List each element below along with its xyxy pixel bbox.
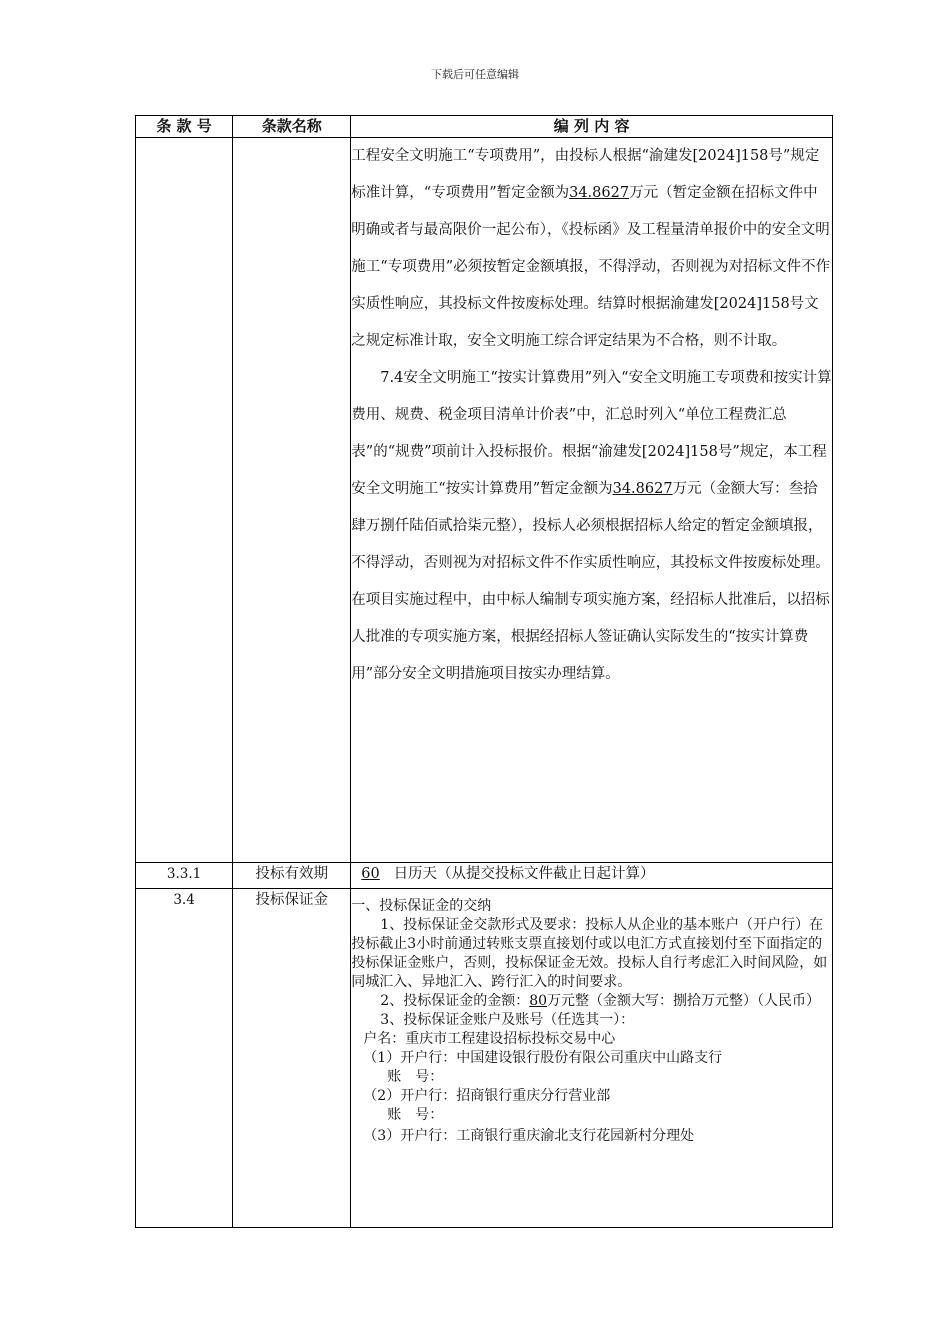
bid-bond-item-3: 3、投标保证金账户及账号（任选其一）：	[380, 1012, 635, 1028]
amount-special-fee: 34.8627	[569, 185, 630, 201]
bank-2-account: 账 号：	[387, 1107, 444, 1123]
bid-bond-content	[351, 889, 833, 1228]
clause-name: 投标保证金	[233, 889, 351, 1228]
bid-bond-item-2: 2、投标保证金的金额：80万元整（金额大写：捌拾万元整）（人民币）	[380, 993, 821, 1009]
table-row	[136, 863, 833, 889]
bid-bond-amount: 80	[529, 993, 548, 1009]
table-row	[136, 889, 833, 1228]
validity-content: 60 日历天（从提交投标文件截止日起计算）	[351, 863, 833, 889]
clause-no: 3.3.1	[136, 863, 233, 889]
clause-no-cell	[136, 138, 233, 863]
clause-name: 投标有效期	[233, 863, 351, 889]
page-header-note: 下载后可任意编辑	[431, 68, 519, 81]
validity-days: 60	[361, 866, 380, 882]
paragraph-actual-fee: 7.4安全文明施工“按实计算费用”列入“安全文明施工专项费和按实计算费用、规费、税金项目清单计价表”中，汇总时列入“单位工程费汇总表”的“规费”项前计入投标报价。根据“渝建发[2024]158号”规定，本工程安全文明施工“按实计算费用”暂定金额为34.8627万元（金额大写：叁拾肆万捌仟陆佰贰拾柒元整），投标人必须根据招标人给定的暂定金额填报，不得浮动，否则视为对招标文件不作实质性响应，其投标文件按废标处理。在项目实施过程中，由中标人编制专项实施方案，经招标人批准后，以招标人批准的专项实施方案，根据经招标人签证确认实际发生的“按实计算费用”部分安全文明措施项目按实办理结算。	[351, 370, 832, 682]
amount-actual-fee: 34.8627	[612, 481, 673, 497]
bid-bond-item-1: 1、投标保证金交款形式及要求：投标人从企业的基本账户（开户行）在投标截止3小时前通过转账支票直接划付或以电汇方式直接划付至下面指定的投标保证金账户，否则，投标保证金无效。投标人自行考虑汇入时间风险，如同城汇入、异地汇入、跨行汇入的时间要求。	[351, 917, 828, 990]
bank-2: （2）开户行：招商银行重庆分行营业部	[363, 1088, 611, 1104]
terms-table	[135, 115, 833, 1228]
content-cell	[351, 138, 833, 863]
clause-no: 3.4	[136, 889, 233, 1228]
col-header-clause-name: 条款名称	[233, 116, 351, 138]
account-name: 户名：重庆市工程建设招标投标交易中心	[363, 1031, 616, 1047]
bank-1-account: 账 号：	[387, 1069, 444, 1085]
bank-1: （1）开户行：中国建设银行股份有限公司重庆中山路支行	[363, 1050, 723, 1066]
col-header-clause-no: 条 款 号	[136, 116, 233, 138]
table-header-row	[136, 116, 833, 138]
col-header-content: 编 列 内 容	[351, 116, 833, 138]
clause-name-cell	[233, 138, 351, 863]
paragraph-special-fee: 工程安全文明施工“专项费用”，由投标人根据“渝建发[2024]158号”规定标准计算，“专项费用”暂定金额为34.8627万元（暂定金额在招标文件中明确或者与最高限价一起公布），《投标函》及工程量清单报价中的安全文明施工“专项费用”必须按暂定金额填报，不得浮动，否则视为对招标文件不作实质性响应，其投标文件按废标处理。结算时根据渝建发[2024]158号文之规定标准计取，安全文明施工综合评定结果为不合格，则不计取。	[351, 148, 831, 349]
table-row	[136, 138, 833, 863]
bid-bond-heading: 一、投标保证金的交纳	[351, 898, 492, 914]
bank-3: （3）开户行：工商银行重庆渝北支行花园新村分理处	[363, 1128, 695, 1144]
